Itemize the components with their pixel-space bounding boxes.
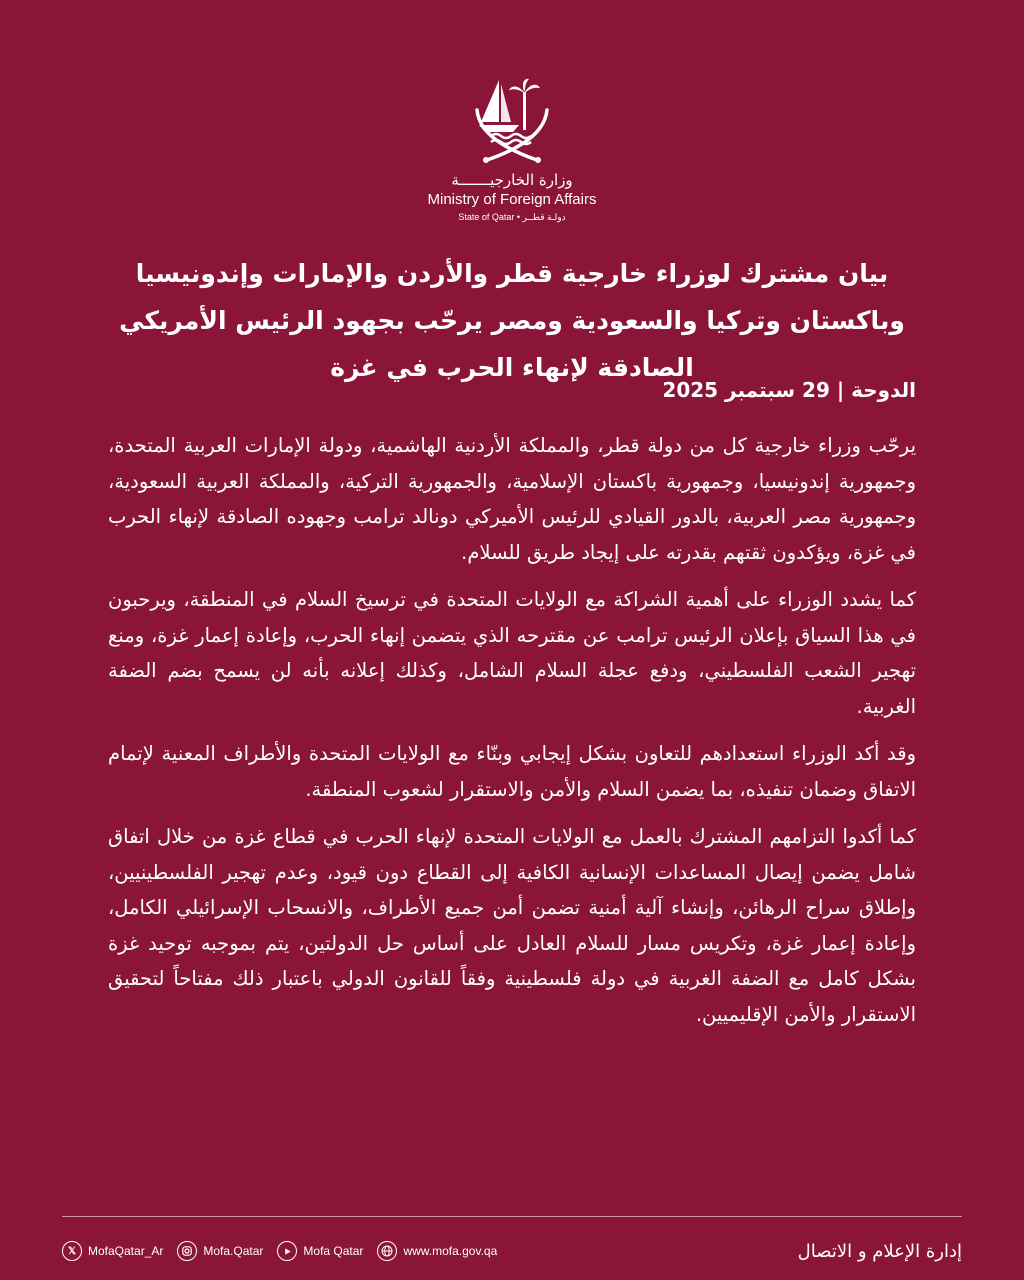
youtube-handle: Mofa Qatar (303, 1244, 364, 1258)
statement-body (108, 428, 916, 1044)
social-links (62, 1241, 497, 1261)
x-link[interactable] (62, 1241, 163, 1261)
dateline: الدوحة | 29 سبتمبر 2025 (662, 378, 916, 402)
instagram-handle: Mofa.Qatar (203, 1244, 264, 1258)
instagram-icon (177, 1241, 197, 1261)
website-url: www.mofa.gov.qa (403, 1244, 498, 1258)
x-icon: 𝕏 (62, 1241, 82, 1261)
ministry-logo (0, 70, 1024, 223)
website-link[interactable] (377, 1241, 497, 1261)
ministry-name-arabic: وزارة الخارجيـــــــة (451, 171, 573, 189)
qatar-emblem-icon (467, 70, 557, 165)
body-paragraph: يرحّب وزراء خارجية كل من دولة قطر، والمملكة الأردنية الهاشمية، ودولة الإمارات العربية المتحدة، وجمهورية إندونيسيا، وجمهورية باكستان الإسلامية، والجمهورية التركية، والمملكة العربية السعودية، وجمهورية مصر العربية، بالدور القيادي للرئيس الأميركي دونالد ترامب وجهوده الصادقة لإنهاء الحرب في غزة، ويؤكدون ثقتهم بقدرته على إيجاد طريق للسلام. (108, 434, 916, 564)
state-of-qatar-label: State of Qatar • دولـة قطــر (458, 212, 566, 222)
globe-icon (377, 1241, 397, 1261)
youtube-icon (277, 1241, 297, 1261)
body-paragraph: وقد أكد الوزراء استعدادهم للتعاون بشكل إيجابي وبنّاء مع الولايات المتحدة والأطراف المعنية لإتمام الاتفاق وضمان تنفيذه، بما يضمن السلام والأمن والاستقرار لشعوب المنطقة. (108, 742, 916, 801)
body-paragraph: كما يشدد الوزراء على أهمية الشراكة مع الولايات المتحدة في ترسيخ السلام في المنطقة، ويرحبون في هذا السياق بإعلان الرئيس ترامب عن مقترحه الذي يتضمن إنهاء الحرب، وإعادة إعمار غزة، ومنع تهجير الشعب الفلسطيني، ودفع عجلة السلام الشامل، وكذلك إعلانه بأنه لن يسمح بضم الضفة الغربية. (108, 588, 916, 718)
instagram-link[interactable] (177, 1241, 263, 1261)
footer (62, 1238, 962, 1264)
x-handle: MofaQatar_Ar (88, 1244, 164, 1258)
statement-title: بيان مشترك لوزراء خارجية قطر والأردن والإمارات وإندونيسيا وباكستان وتركيا والسعودية ومصر يرحّب بجهود الرئيس الأمريكي الصادقة لإنهاء الحرب في غزة (119, 259, 905, 382)
footer-divider (62, 1216, 962, 1217)
department-label: إدارة الإعلام و الاتصال (797, 1240, 962, 1262)
youtube-link[interactable] (277, 1241, 363, 1261)
body-paragraph: كما أكدوا التزامهم المشترك بالعمل مع الولايات المتحدة لإنهاء الحرب في قطاع غزة من خلال اتفاق شامل يضمن إيصال المساعدات الإنسانية الكافية إلى القطاع دون قيود، وعدم تهجير الفلسطينيين، وإطلاق سراح الرهائن، وإنشاء آلية أمنية تضمن أمن جميع الأطراف، والانسحاب الإسرائيلي الكامل، وإعادة إعمار غزة، وتكريس مسار للسلام العادل على أساس حل الدولتين، يتم بموجبه توحيد غزة بشكل كامل مع الضفة الغربية في دولة فلسطينية وفقاً للقانون الدولي باعتبار ذلك مفتاحاً لتحقيق الاستقرار والأمن الإقليميين. (108, 825, 916, 1026)
ministry-name-english: Ministry of Foreign Affairs (427, 191, 597, 208)
